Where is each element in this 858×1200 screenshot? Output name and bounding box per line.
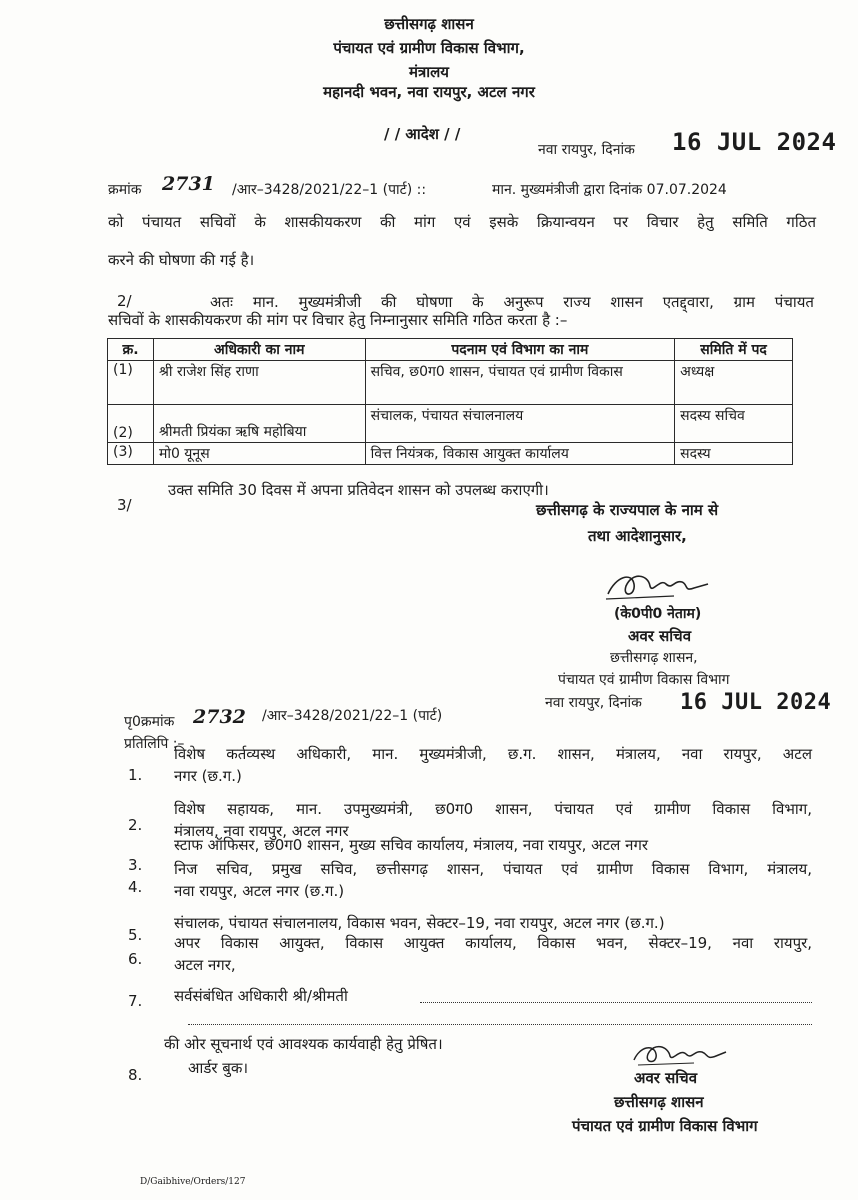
copy-item-number: 3. (128, 856, 143, 874)
para3-number: 3/ (117, 496, 132, 514)
forward-text: की ओर सूचनार्थ एवं आवश्यक कार्यवाही हेतु प्रेषित। (164, 1035, 443, 1053)
endorsement-sign-government: छत्तीसगढ़ शासन (614, 1093, 704, 1111)
signature (604, 566, 714, 604)
copy-item-line1: अपर विकास आयुक्त, विकास आयुक्त कार्यालय, विकास भवन, सेक्टर–19, नवा रायपुर, (174, 934, 812, 952)
copy-item-line2: नगर (छ.ग.) (174, 767, 242, 785)
copy-item-number: 2. (128, 816, 143, 834)
signatory-department: पंचायत एवं ग्रामीण विकास विभाग (558, 672, 730, 688)
copy-item (174, 858, 812, 902)
cell-designation: वित्त नियंत्रक, विकास आयुक्त कार्यालय (365, 443, 675, 465)
authority-line2: तथा आदेशानुसार, (588, 527, 687, 545)
signatory-place-date-label: नवा रायपुर, दिनांक (545, 695, 642, 711)
header-department: पंचायत एवं ग्रामीण विकास विभाग, (333, 39, 525, 57)
copy-item-line1: निज सचिव, प्रमुख सचिव, छत्तीसगढ़ शासन, पंचायत एवं ग्रामीण विकास विभाग, मंत्रालय, (174, 860, 812, 878)
copy-item-number: 6. (128, 950, 143, 968)
endorsement-sign-designation: अवर सचिव (634, 1069, 698, 1087)
cell-committee-role: सदस्य (675, 443, 793, 465)
header-address: महानदी भवन, नवा रायपुर, अटल नगर (323, 83, 535, 101)
endorsement-number-handwritten: 2732 (193, 706, 246, 728)
cell-committee-role: सदस्य सचिव (675, 405, 793, 443)
header-designation: पदनाम एवं विभाग का नाम (365, 339, 675, 361)
table-row (108, 405, 793, 443)
item8-number: 8. (128, 1066, 143, 1084)
copy-item-line1: सर्वसंबंधित अधिकारी श्री/श्रीमती (174, 987, 348, 1005)
cell-serial: (2) (108, 405, 154, 443)
copy-item (174, 912, 812, 934)
item8-text: आर्डर बुक। (188, 1059, 249, 1077)
cell-officer-name: श्रीमती प्रियंका ऋषि महोबिया (153, 405, 365, 443)
copy-item (174, 932, 812, 976)
copy-item (174, 834, 812, 856)
copy-item-line1: स्टाफ ऑफिसर, छ0ग0 शासन, मुख्य सचिव कार्यालय, मंत्रालय, नवा रायपुर, अटल नगर (174, 836, 649, 854)
place-date-label: नवा रायपुर, दिनांक (538, 142, 635, 158)
signature (630, 1038, 730, 1070)
cell-serial: (3) (108, 443, 154, 465)
date-stamp: 16 JUL 2024 (672, 128, 837, 156)
signatory-name: (के0पी0 नेताम) (614, 606, 702, 622)
cell-committee-role: अध्यक्ष (675, 361, 793, 405)
header-serial: क्र. (108, 339, 154, 361)
cell-officer-name: श्री राजेश सिंह राणा (153, 361, 365, 405)
order-line3: करने की घोषणा की गई है। (108, 251, 255, 269)
table-row (108, 443, 793, 465)
date-stamp-2: 16 JUL 2024 (680, 690, 832, 715)
authority-line1: छत्तीसगढ़ के राज्यपाल के नाम से (536, 501, 719, 519)
header-government: छत्तीसगढ़ शासन (384, 15, 474, 33)
copy-label: प्रतिलिपि :– (124, 736, 185, 752)
para2-line1: अतः मान. मुख्यमंत्रीजी की घोषणा के अनुरूप राज्य शासन एतद्द्वारा, ग्राम पंचायत (210, 293, 814, 311)
cell-designation: सचिव, छ0ग0 शासन, पंचायत एवं ग्रामीण विकास (365, 361, 675, 405)
order-reference: /आर–3428/2021/22–1 (पार्ट) :: (232, 182, 427, 198)
header-ministry: मंत्रालय (408, 63, 449, 81)
cell-serial: (1) (108, 361, 154, 405)
cell-officer-name: मो0 यूनूस (153, 443, 365, 465)
table-header-row (108, 339, 793, 361)
order-number-prefix: क्रमांक (108, 182, 142, 198)
copy-item-line2: नवा रायपुर, अटल नगर (छ.ग.) (174, 882, 345, 900)
copy-item-line1: विशेष कर्तव्यस्थ अधिकारी, मान. मुख्यमंत्रीजी, छ.ग. शासन, मंत्रालय, नवा रायपुर, अटल (174, 745, 812, 763)
para2-line2: सचिवों के शासकीयकरण की मांग पर विचार हेतु निम्नानुसार समिति गठित करता है :– (108, 311, 568, 329)
endorsement-prefix: पृ0क्रमांक (124, 714, 175, 730)
blank-fill-line (420, 1002, 812, 1003)
header-officer-name: अधिकारी का नाम (153, 339, 365, 361)
para2-number: 2/ (117, 292, 132, 310)
copy-item-line1: संचालक, पंचायत संचालनालय, विकास भवन, सेक्टर–19, नवा रायपुर, अटल नगर (छ.ग.) (174, 914, 665, 932)
copy-item-line2: अटल नगर, (174, 956, 236, 974)
table-row (108, 361, 793, 405)
order-number-handwritten: 2731 (162, 173, 215, 195)
order-line1-rest: मान. मुख्यमंत्रीजी द्वारा दिनांक 07.07.2024 (492, 182, 727, 198)
file-reference-footer: D/Gaibhive/Orders/127 (140, 1177, 246, 1187)
header-committee-role: समिति में पद (675, 339, 793, 361)
order-heading: / / आदेश / / (384, 125, 461, 143)
committee-table (107, 338, 793, 465)
signatory-designation: अवर सचिव (628, 627, 692, 645)
endorsement-sign-department: पंचायत एवं ग्रामीण विकास विभाग (572, 1117, 758, 1135)
para3-text: उक्त समिति 30 दिवस में अपना प्रतिवेदन शासन को उपलब्ध कराएगी। (168, 481, 549, 499)
blank-fill-line (188, 1024, 812, 1025)
copy-item-number: 1. (128, 766, 143, 784)
copy-item-line1: विशेष सहायक, मान. उपमुख्यमंत्री, छ0ग0 शासन, पंचायत एवं ग्रामीण विकास विभाग, (174, 800, 812, 818)
signatory-government: छत्तीसगढ़ शासन, (610, 650, 698, 666)
endorsement-reference: /आर–3428/2021/22–1 (पार्ट) (262, 708, 443, 724)
order-line2: को पंचायत सचिवों के शासकीयकरण की मांग एवं इसके क्रियान्वयन पर विचार हेतु समिति गठित (108, 213, 816, 231)
copy-item-number: 4. (128, 878, 143, 896)
copy-item-line2: मंत्रालय, नवा रायपुर, अटल नगर (174, 822, 349, 840)
copy-item-number: 5. (128, 926, 143, 944)
cell-designation: संचालक, पंचायत संचालनालय (365, 405, 675, 443)
copy-item (174, 743, 812, 787)
copy-item-number: 7. (128, 992, 143, 1010)
